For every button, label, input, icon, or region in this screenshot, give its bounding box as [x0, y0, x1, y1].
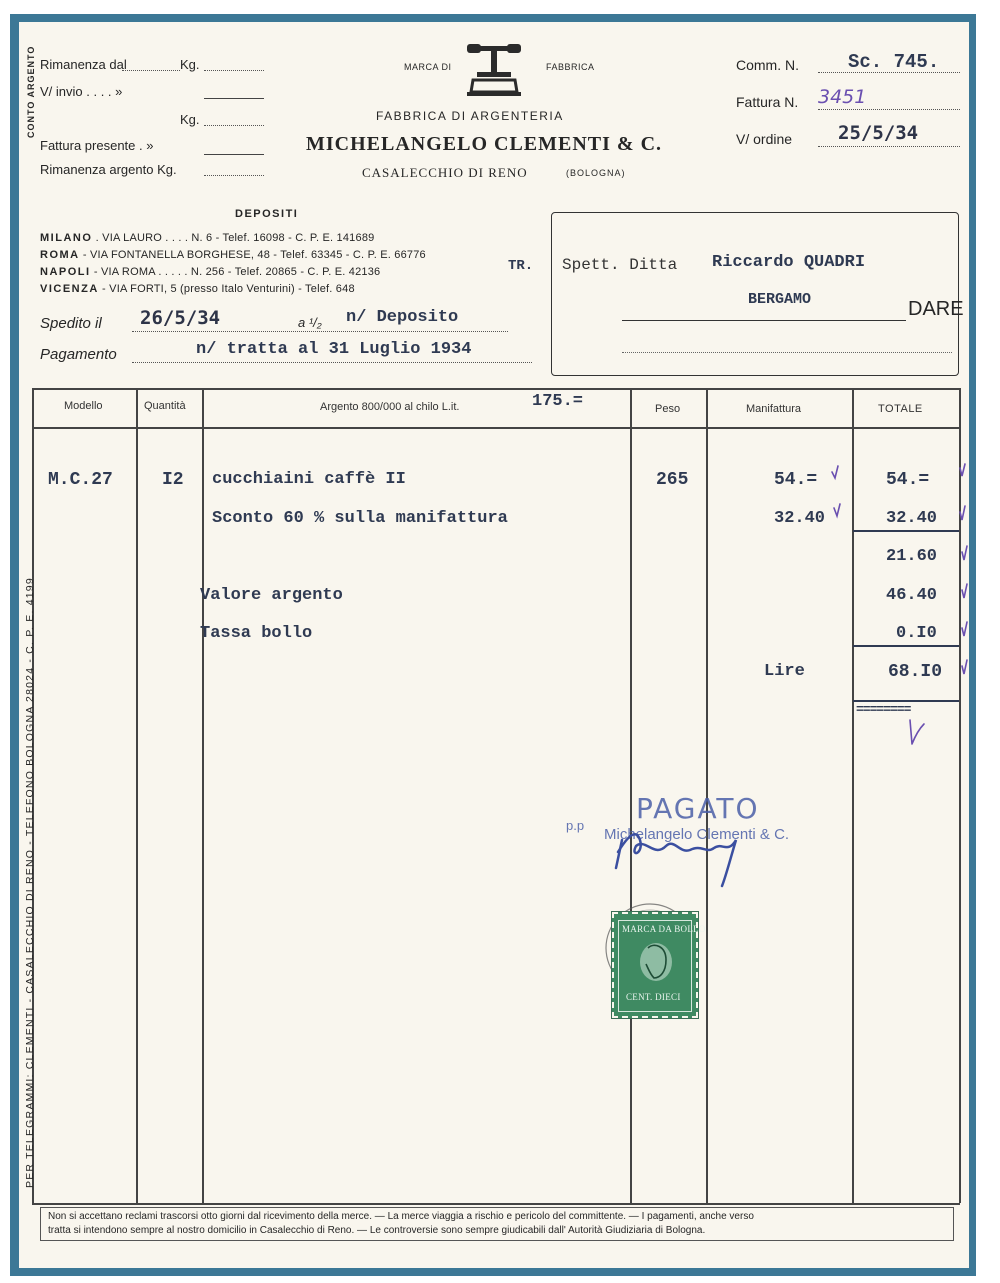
row-totale: 0.I0 — [896, 624, 937, 643]
table-col-rule — [630, 388, 632, 1203]
deposit-city: VICENZA — [40, 283, 99, 295]
addressee-line — [622, 320, 906, 321]
conto-argento-label: CONTO ARGENTO — [26, 45, 36, 138]
footer-line-2: tratta si intendono sempre al nostro domicilio in Casalecchio di Reno. — Le controversie sono sempre giudicabili dall' Autorità Giudiziaria di Bologna. — [48, 1225, 706, 1236]
row-description: Sconto 60 % sulla manifattura — [212, 509, 508, 528]
ordine-value: 25/5/34 — [838, 122, 919, 144]
addressee-city: BERGAMO — [748, 291, 812, 308]
deposit-row — [40, 232, 374, 244]
col-header-manifattura: Manifattura — [746, 403, 802, 415]
deposito-value: n/ Deposito — [346, 308, 459, 327]
pagamento-line — [132, 362, 532, 363]
row-description: cucchiaini caffè II — [212, 470, 406, 489]
fattura-line — [818, 109, 960, 110]
lire-total: 68.I0 — [888, 662, 943, 682]
lire-label: Lire — [764, 662, 805, 681]
deposit-address: - VIA ROMA . . . . . N. 256 - Telef. 20865 - C. P. E. 42136 — [93, 266, 381, 278]
check-marks-icon — [828, 462, 978, 752]
spedito-date: 26/5/34 — [140, 307, 221, 329]
invio-line — [204, 98, 264, 99]
row-totale: 54.= — [886, 470, 930, 490]
deposit-city: MILANO — [40, 232, 93, 244]
row-description: Valore argento — [200, 586, 343, 605]
page-border-left — [10, 14, 19, 1276]
page-border-top — [10, 14, 976, 22]
company-city: CASALECCHIO DI RENO — [362, 165, 528, 180]
deposit-city: NAPOLI — [40, 266, 91, 278]
company-province: (BOLOGNA) — [566, 168, 626, 178]
kg-label-2: Kg. — [180, 112, 200, 127]
fattura-value: 3451 — [818, 86, 867, 108]
fabbrica-label: FABBRICA — [546, 62, 595, 72]
marca-di-label: MARCA DI — [404, 62, 452, 72]
footer-line-1: Non si accettano reclami trascorsi otto giorni dal ricevimento della merce. — La merce viaggia a rischio e pericolo del committente. — I pagamenti, anche verso — [48, 1211, 754, 1222]
ordine-line — [818, 146, 960, 147]
deposit-row — [40, 266, 380, 278]
comm-label: Comm. N. — [736, 57, 799, 73]
deposit-address: - VIA FORTI, 5 (presso Italo Venturini) - Telef. 648 — [102, 283, 355, 295]
trademark-press-icon — [463, 42, 525, 98]
col-header-totale: TOTALE — [878, 403, 923, 415]
fattura-presente-line — [204, 154, 264, 155]
company-name: MICHELANGELO CLEMENTI & C. — [306, 133, 663, 155]
revenue-stamp-top-label: MARCA DA BOLLO — [622, 924, 706, 934]
telegram-side-text: PER TELEGRAMMI: CLEMENTI - CASALECCHIO DI RENO - TELEFONO BOLOGNA 28024 - C. P. E. 4199 — [24, 577, 36, 1188]
rimanenza-argento-label: Rimanenza argento Kg. — [40, 162, 177, 177]
col-header-modello: Modello — [64, 400, 103, 412]
kg-label-1: Kg. — [180, 57, 200, 72]
row-description: Tassa bollo — [200, 624, 313, 643]
fattura-label: Fattura N. — [736, 94, 799, 110]
spedito-label: Spedito il — [40, 315, 102, 332]
table-bottom-rule — [32, 1203, 960, 1205]
deposit-address: - VIA FONTANELLA BORGHESE, 48 - Telef. 63345 - C. P. E. 66776 — [82, 249, 426, 261]
argento-price: 175.= — [532, 392, 584, 411]
row-totale: 46.40 — [886, 586, 938, 605]
spett-label: Spett. Ditta — [562, 256, 678, 274]
comm-value: Sc. 745. — [848, 51, 940, 73]
invio-label: V/ invio . . . . » — [40, 84, 123, 99]
row-totale: 21.60 — [886, 547, 938, 566]
dare-label: DARE — [908, 298, 964, 320]
spedito-line — [132, 331, 508, 332]
pagamento-value: n/ tratta al 31 Luglio 1934 — [196, 340, 472, 359]
revenue-stamp-bottom-label: CENT. DIECI — [626, 992, 681, 1002]
row-manifattura: 32.40 — [774, 509, 826, 528]
page-border-bottom — [10, 1268, 976, 1276]
pagato-pp: p.p — [566, 818, 585, 833]
pagato-stamp: PAGATO — [636, 792, 760, 825]
a-label: a ¹/₂ — [298, 315, 322, 330]
table-top-rule — [32, 388, 960, 390]
row-quantita: I2 — [162, 470, 184, 490]
pagato-company: Michelangelo Clementi & C. — [604, 826, 790, 843]
row-peso: 265 — [656, 470, 689, 490]
deposit-city: ROMA — [40, 249, 80, 261]
rimanenza-dal-line — [122, 70, 180, 71]
rimanenza-dal-label: Rimanenza dal — [40, 57, 127, 72]
row-totale: 32.40 — [886, 509, 938, 528]
addressee-line-2 — [622, 352, 952, 353]
fabbrica-argenteria-title: FABBRICA DI ARGENTERIA — [376, 109, 564, 123]
final-double-rule: ======== — [856, 702, 911, 717]
deposit-row — [40, 249, 426, 261]
signature-icon — [610, 810, 760, 890]
col-header-argento: Argento 800/000 al chilo L.it. — [320, 401, 460, 413]
ordine-label: V/ ordine — [736, 131, 793, 147]
addressee-name: Riccardo QUADRI — [712, 253, 866, 272]
col-header-quantita: Quantità — [144, 400, 186, 412]
col-header-peso: Peso — [655, 403, 681, 415]
pagamento-label: Pagamento — [40, 346, 117, 363]
row-manifattura: 54.= — [774, 470, 818, 490]
tr-mark: TR. — [508, 258, 534, 274]
deposit-row — [40, 283, 355, 295]
kg-line-2 — [204, 125, 264, 126]
table-col-rule — [136, 388, 138, 1203]
kg-line-1 — [204, 70, 264, 71]
row-modello: M.C.27 — [48, 470, 113, 490]
table-header-rule — [32, 427, 960, 429]
table-col-rule — [202, 388, 204, 1203]
rimanenza-argento-line — [204, 175, 264, 176]
depositi-title: DEPOSITI — [235, 208, 299, 220]
fattura-presente-label: Fattura presente . » — [40, 138, 154, 153]
deposit-address: . VIA LAURO . . . . N. 6 - Telef. 16098 - C. P. E. 141689 — [95, 232, 375, 244]
king-portrait-icon — [630, 938, 680, 986]
